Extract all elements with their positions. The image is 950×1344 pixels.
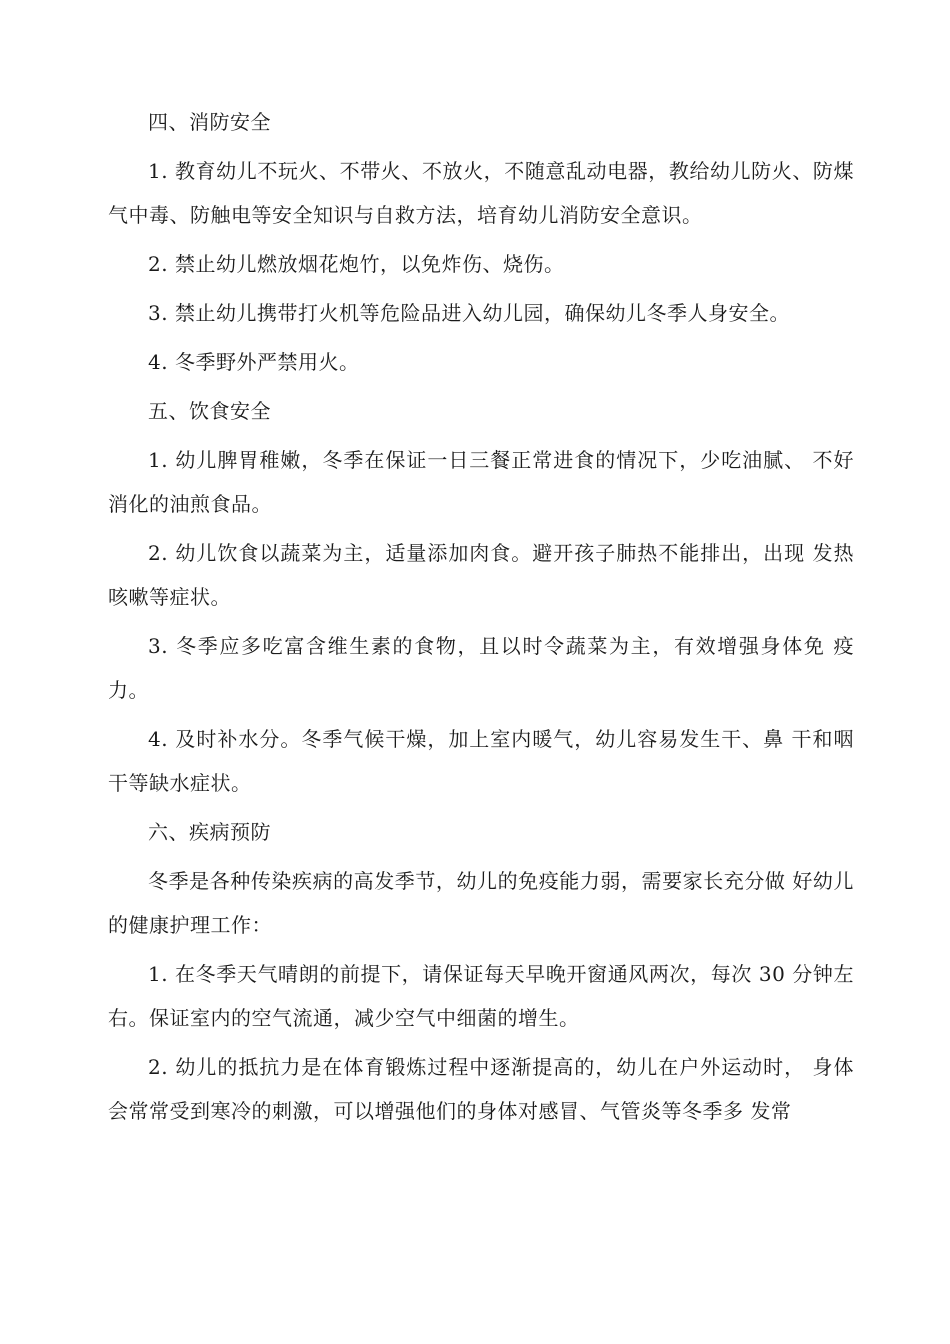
paragraph: 3. 禁止幼儿携带打火机等危险品进入幼儿园，确保幼儿冬季人身安全。: [148, 301, 790, 325]
paragraph: 冬季是各种传染疾病的高发季节，幼儿的免疫能力弱，需要家长充分做 好幼儿的健康护理工作：: [108, 869, 854, 937]
paragraph: 2. 幼儿饮食以蔬菜为主，适量添加肉食。避开孩子肺热不能排出，出现 发热咳嗽等症状。: [108, 541, 854, 609]
section-heading-food-safety: 五、饮食安全: [148, 399, 271, 423]
paragraph: 2. 禁止幼儿燃放烟花炮竹，以免炸伤、烧伤。: [148, 252, 565, 276]
paragraph: 1. 教育幼儿不玩火、不带火、不放火，不随意乱动电器，教给幼儿防火、防煤气中毒、防触电等安全知识与自救方法，培育幼儿消防安全意识。: [108, 159, 854, 227]
document-page: [108, 100, 854, 1138]
paragraph: 4. 冬季野外严禁用火。: [148, 350, 360, 374]
paragraph: 1. 幼儿脾胃稚嫩，冬季在保证一日三餐正常进食的情况下，少吃油腻、 不好消化的油煎食品。: [108, 448, 854, 516]
paragraph: 3. 冬季应多吃富含维生素的食物，且以时令蔬菜为主，有效增强身体免 疫力。: [108, 634, 854, 702]
paragraph: 1. 在冬季天气晴朗的前提下，请保证每天早晚开窗通风两次，每次 30 分钟左右。保证室内的空气流通，减少空气中细菌的增生。: [108, 962, 854, 1030]
section-heading-fire-safety: 四、消防安全: [148, 110, 271, 134]
paragraph: 2. 幼儿的抵抗力是在体育锻炼过程中逐渐提高的，幼儿在户外运动时， 身体会常常受到寒冷的刺激，可以增强他们的身体对感冒、气管炎等冬季多 发常: [108, 1055, 854, 1123]
section-heading-disease-prevention: 六、疾病预防: [148, 820, 271, 844]
paragraph: 4. 及时补水分。冬季气候干燥，加上室内暖气，幼儿容易发生干、鼻 干和咽干等缺水症状。: [108, 727, 854, 795]
